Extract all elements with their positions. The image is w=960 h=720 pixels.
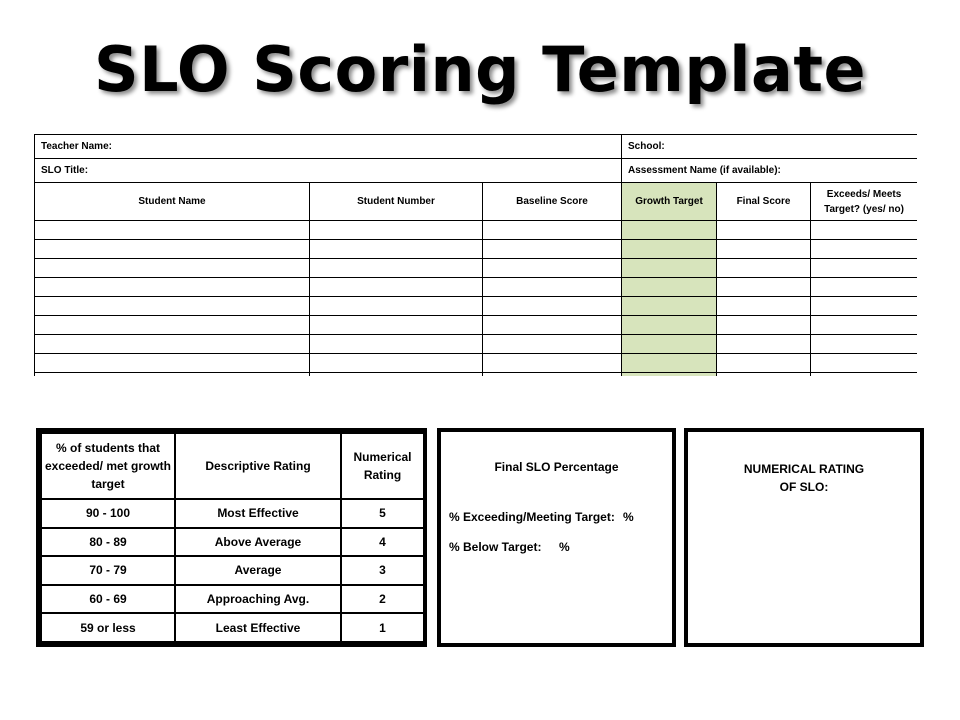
final-score-header: Final Score [717,183,811,221]
table-cell[interactable] [717,335,811,354]
table-cell[interactable] [717,316,811,335]
table-cell[interactable] [483,335,622,354]
table-cell[interactable] [483,354,622,373]
table-row [35,259,918,278]
table-cell[interactable] [717,297,811,316]
number-cell: 4 [341,528,424,557]
baseline-score-header: Baseline Score [483,183,622,221]
table-cell[interactable] [811,297,917,316]
page-title: SLO Scoring Template [93,33,867,106]
range-cell: 80 - 89 [41,528,175,557]
table-cell[interactable] [483,221,622,240]
final-slo-percentage-box [437,428,676,647]
table-cell[interactable] [811,354,917,373]
table-row [35,335,918,354]
table-row [35,221,918,240]
below-percent-sign: % [559,540,570,554]
table-cell[interactable] [717,373,811,377]
table-cell[interactable] [35,221,310,240]
growth-target-cell[interactable] [622,278,717,297]
table-cell[interactable] [717,240,811,259]
table-cell[interactable] [717,278,811,297]
growth-target-cell[interactable] [622,240,717,259]
range-cell: 90 - 100 [41,499,175,528]
table-cell[interactable] [35,240,310,259]
table-row [35,354,918,373]
table-cell[interactable] [310,221,483,240]
table-cell[interactable] [811,221,917,240]
table-cell[interactable] [717,354,811,373]
rating-scale-table [40,432,425,643]
table-row [35,373,918,377]
exceeding-target-label: % Exceeding/Meeting Target: [449,510,615,524]
exceeding-percent-sign: % [623,510,634,524]
number-cell: 5 [341,499,424,528]
numerical-rating-title [688,460,920,496]
final-slo-title: Final SLO Percentage [494,460,619,474]
table-cell[interactable] [310,335,483,354]
table-cell[interactable] [310,354,483,373]
table-row [41,528,424,557]
table-row [35,278,918,297]
table-cell[interactable] [811,259,917,278]
growth-target-cell[interactable] [622,221,717,240]
student-name-header: Student Name [35,183,310,221]
table-cell[interactable] [35,297,310,316]
table-cell[interactable] [35,335,310,354]
percent-students-header: % of students that exceeded/ met growth target [41,433,175,499]
range-cell: 59 or less [41,613,175,642]
table-cell[interactable] [310,278,483,297]
table-cell[interactable] [483,297,622,316]
growth-target-cell[interactable] [622,297,717,316]
growth-target-cell[interactable] [622,259,717,278]
table-cell[interactable] [35,373,310,377]
table-row [41,613,424,642]
table-cell[interactable] [35,278,310,297]
table-cell[interactable] [811,373,917,377]
table-cell[interactable] [483,373,622,377]
student-roster-table [34,134,917,376]
rating-cell: Average [175,556,341,585]
table-cell[interactable] [35,316,310,335]
rating-cell: Approaching Avg. [175,585,341,614]
table-cell[interactable] [483,278,622,297]
table-cell[interactable] [310,240,483,259]
student-number-header: Student Number [310,183,483,221]
exceeds-meets-header: Exceeds/ Meets Target? (yes/ no) [811,183,917,221]
descriptive-rating-header: Descriptive Rating [175,433,341,499]
numerical-rating-line2: OF SLO: [779,480,829,494]
growth-target-cell[interactable] [622,373,717,377]
table-cell[interactable] [811,278,917,297]
assessment-name-field[interactable]: Assessment Name (if available): [622,159,917,183]
table-cell[interactable] [483,316,622,335]
teacher-name-field[interactable]: Teacher Name: [35,135,622,159]
number-cell: 1 [341,613,424,642]
table-cell[interactable] [811,316,917,335]
table-row [35,316,918,335]
rating-cell: Most Effective [175,499,341,528]
slo-title-field[interactable]: SLO Title: [35,159,622,183]
table-row [41,556,424,585]
number-cell: 3 [341,556,424,585]
table-cell[interactable] [811,335,917,354]
rating-cell: Least Effective [175,613,341,642]
table-cell[interactable] [483,259,622,278]
range-cell: 60 - 69 [41,585,175,614]
table-row [35,297,918,316]
numerical-rating-line1: NUMERICAL RATING [743,462,865,476]
table-row [41,499,424,528]
table-cell[interactable] [35,354,310,373]
table-cell[interactable] [35,259,310,278]
number-cell: 2 [341,585,424,614]
numerical-rating-header: Numerical Rating [341,433,424,499]
below-target-label: % Below Target: [449,540,542,554]
table-cell[interactable] [310,316,483,335]
table-cell[interactable] [717,221,811,240]
rating-scale-box [36,428,427,647]
school-field[interactable]: School: [622,135,917,159]
growth-target-cell[interactable] [622,354,717,373]
range-cell: 70 - 79 [41,556,175,585]
table-cell[interactable] [310,259,483,278]
table-cell[interactable] [310,297,483,316]
rating-cell: Above Average [175,528,341,557]
table-cell[interactable] [483,240,622,259]
growth-target-cell[interactable] [622,335,717,354]
growth-target-header: Growth Target [622,183,717,221]
table-row [35,240,918,259]
table-cell[interactable] [310,373,483,377]
growth-target-cell[interactable] [622,316,717,335]
numerical-rating-box [684,428,924,647]
table-cell[interactable] [717,259,811,278]
table-cell[interactable] [811,240,917,259]
table-row [41,585,424,614]
